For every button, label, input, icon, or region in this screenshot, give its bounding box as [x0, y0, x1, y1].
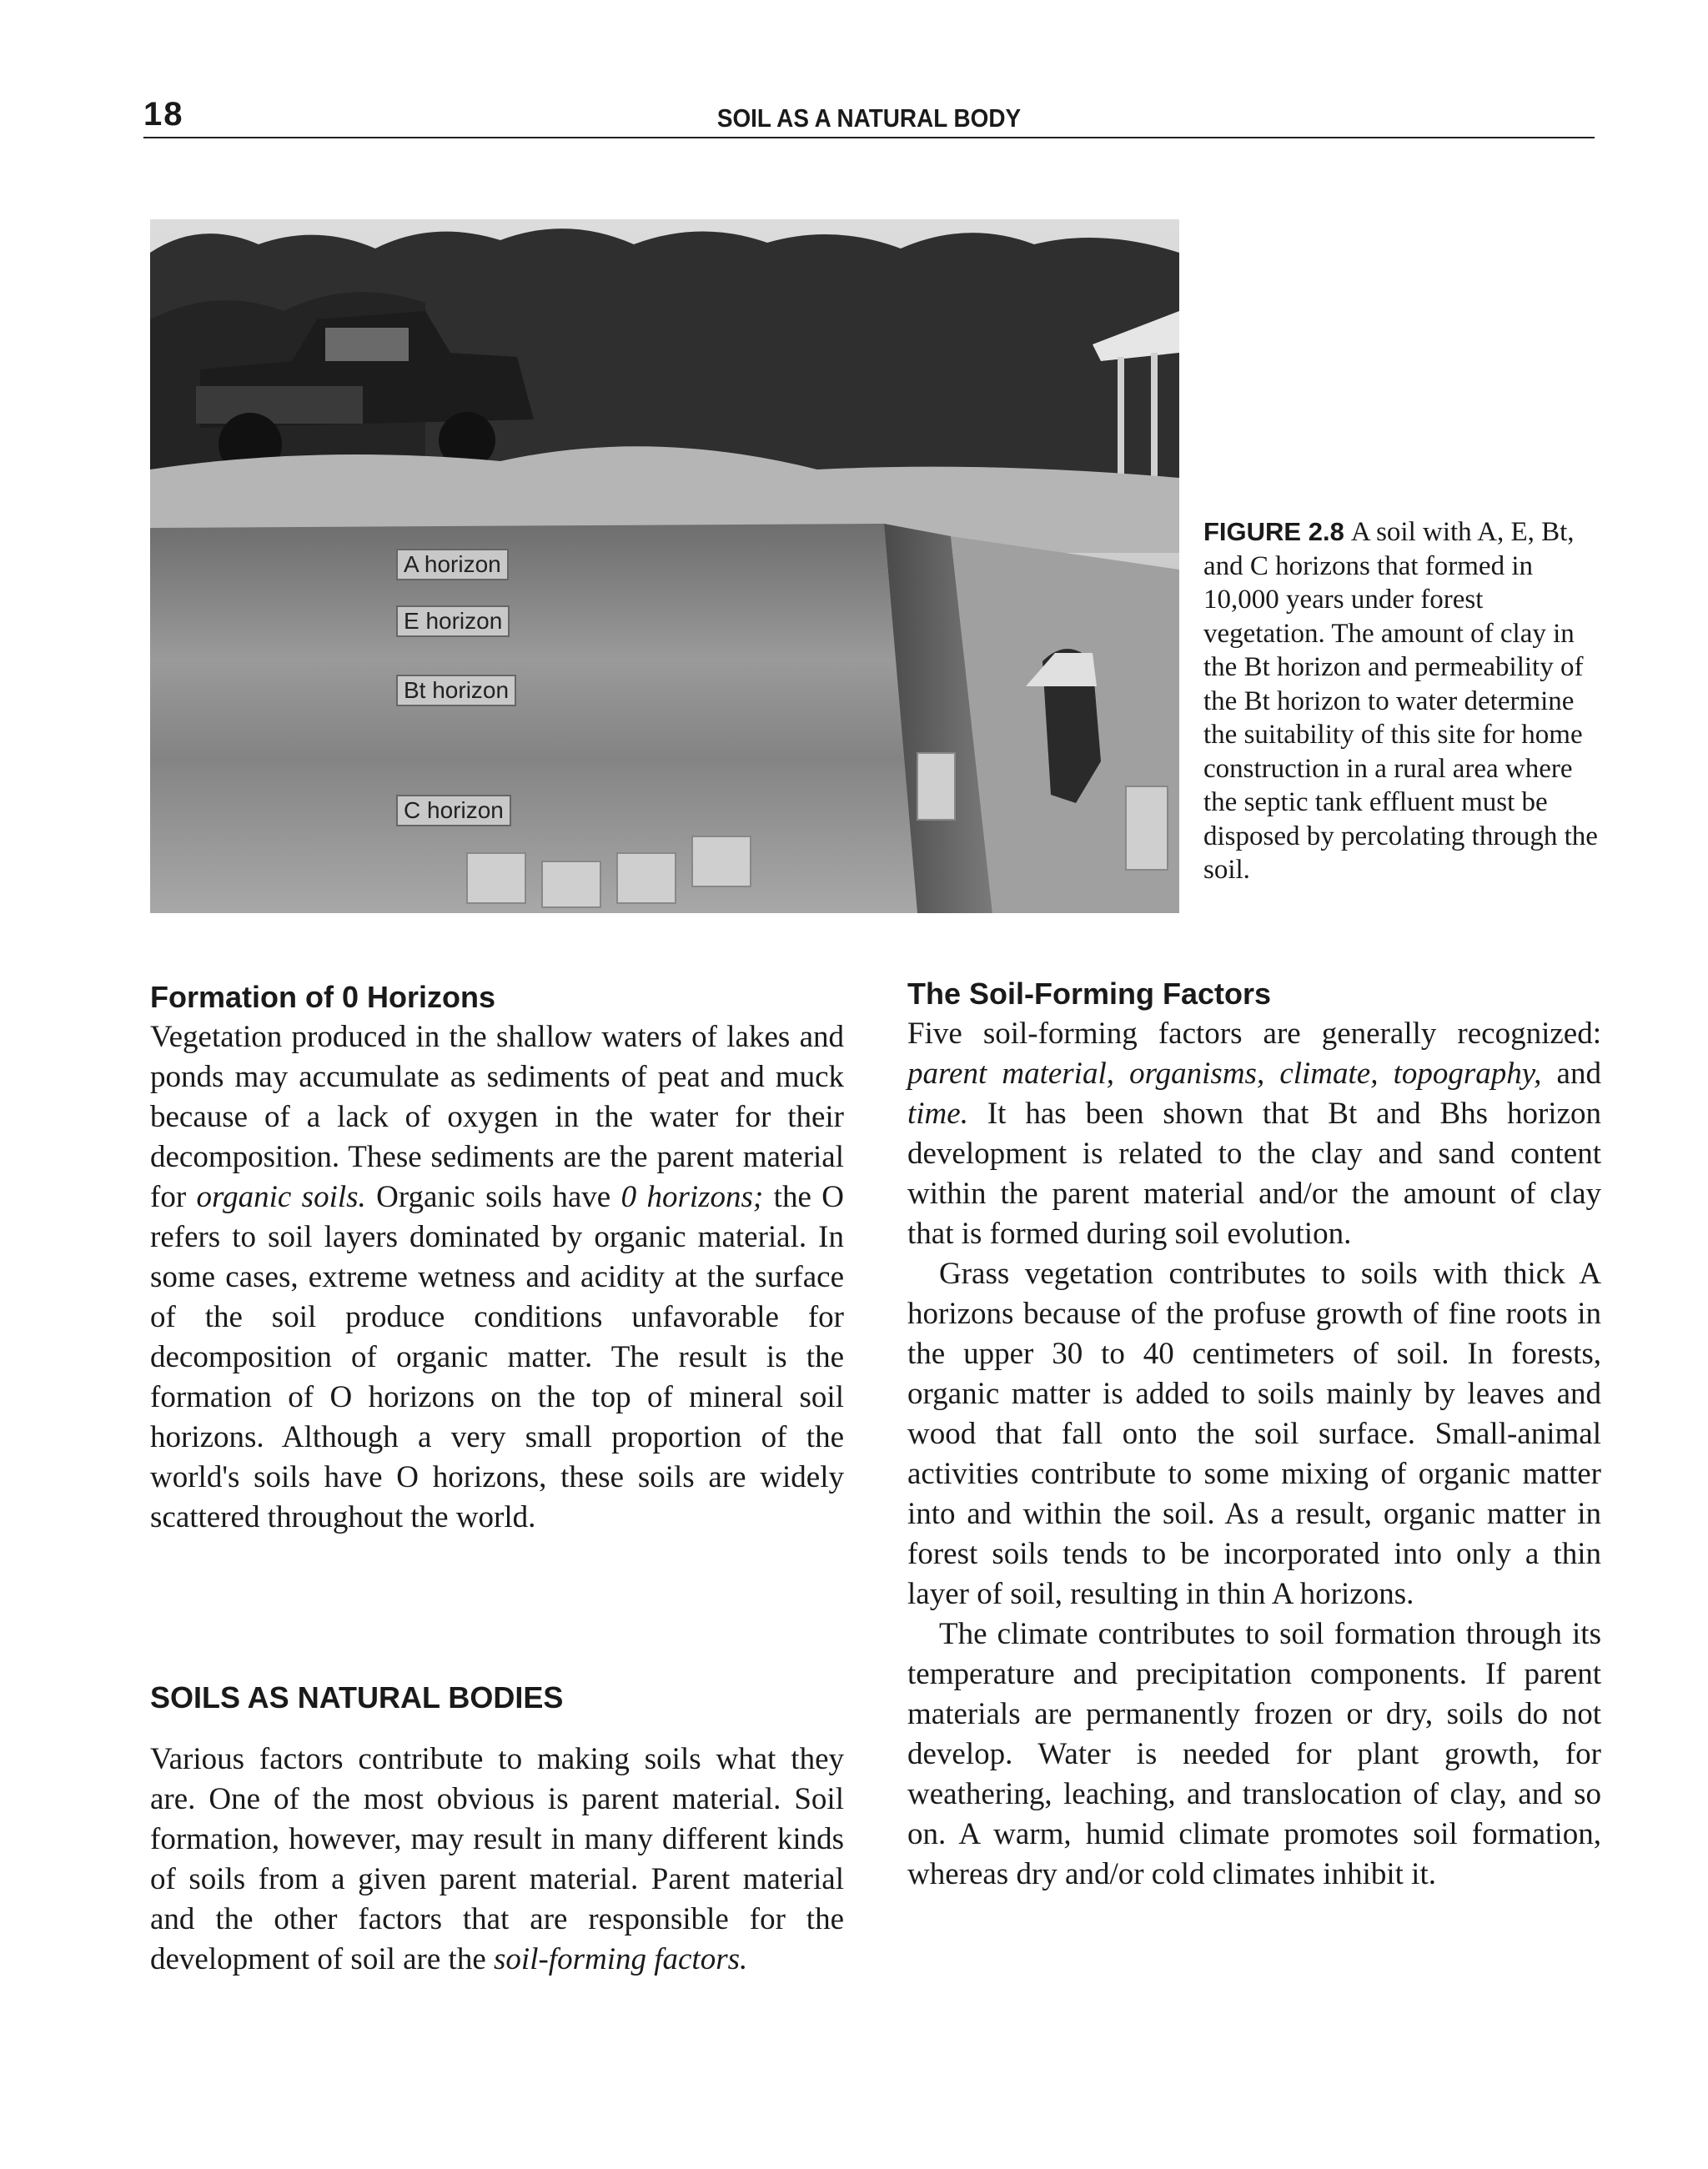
section-heading-natural-bodies: SOILS AS NATURAL BODIES — [150, 1680, 564, 1715]
section-heading-o-horizons: Formation of 0 Horizons — [150, 980, 495, 1014]
bt-horizon-label: Bt horizon — [396, 675, 516, 706]
page-header — [143, 98, 1595, 138]
page-number: 18 — [143, 96, 184, 133]
figure-caption-text: A soil with A, E, Bt, and C horizons that formed in 10,000 years under forest vegetation. The amount of clay in the Bt horizon and permeability of the Bt horizon to water determine the suitability of this site for home construction in a rural area where the septic tank effluent must be disposed by percolating through the soil. — [1203, 517, 1598, 885]
paragraph-grass-vegetation: Grass vegetation contributes to soils with thick A horizons because of the profuse growth of fine roots in the upper 30 to 40 centimeters of soil. In forests, organic matter is added to soils mainly by leaves and wood that fall onto the soil surface. Small-animal activities contribute to some mixing of organic matter into and within the soil. As a result, organic matter in forest soils tends to be incorporated into only a thin layer of soil, resulting in thin A horizons. — [907, 1257, 1601, 1611]
c-horizon-label: C horizon — [396, 795, 511, 826]
right-column — [907, 974, 1601, 1895]
running-title: SOIL AS A NATURAL BODY — [716, 103, 1022, 133]
e-horizon-label: E horizon — [396, 605, 510, 637]
left-column-lower — [150, 1678, 844, 1980]
left-column — [150, 977, 844, 1538]
paragraph-factors: Five soil-forming factors are generally recognized: parent material, organisms, climate, topography, and time. It has been shown that Bt and Bhs horizon development is related to the clay and sand content within the parent material and/or the amount of clay that is formed during soil evolution. — [907, 1017, 1601, 1251]
a-horizon-label: A horizon — [396, 549, 509, 580]
paragraph-natural-bodies: Various factors contribute to making soils what they are. One of the most obvious is parent material. Soil formation, however, may result in many different kinds of soils from a given parent material. Parent material and the other factors that are responsible for the development of soil are the soil-forming factors. — [150, 1742, 844, 1976]
section-heading-soil-forming-factors: The Soil-Forming Factors — [907, 977, 1272, 1011]
paragraph-climate: The climate contributes to soil formation through its temperature and precipitation components. If parent materials are permanently frozen or dry, soils do not develop. Water is needed for plant growth, for weathering, leaching, and translocation of clay, and so on. A warm, humid climate promotes soil formation, whereas dry and/or cold climates inhibit it. — [907, 1617, 1601, 1891]
paragraph-o-horizons: Vegetation produced in the shallow waters of lakes and ponds may accumulate as sediments of peat and muck because of a lack of oxygen in the water for their decomposition. These sediments are the parent material for organic soils. Organic soils have 0 horizons; the O refers to soil layers dominated by organic material. In some cases, extreme wetness and acidity at the surface of the soil produce conditions unfavorable for decomposition of organic matter. The result is the formation of O horizons on the top of mineral soil horizons. Although a very small proportion of the world's soils have O horizons, these soils are widely scattered throughout the world. — [150, 1020, 844, 1534]
figure-label: FIGURE 2.8 — [1203, 517, 1344, 546]
soil-profile-photo — [150, 219, 1179, 913]
figure-caption — [1203, 515, 1604, 887]
photo-illustration — [150, 219, 1179, 913]
